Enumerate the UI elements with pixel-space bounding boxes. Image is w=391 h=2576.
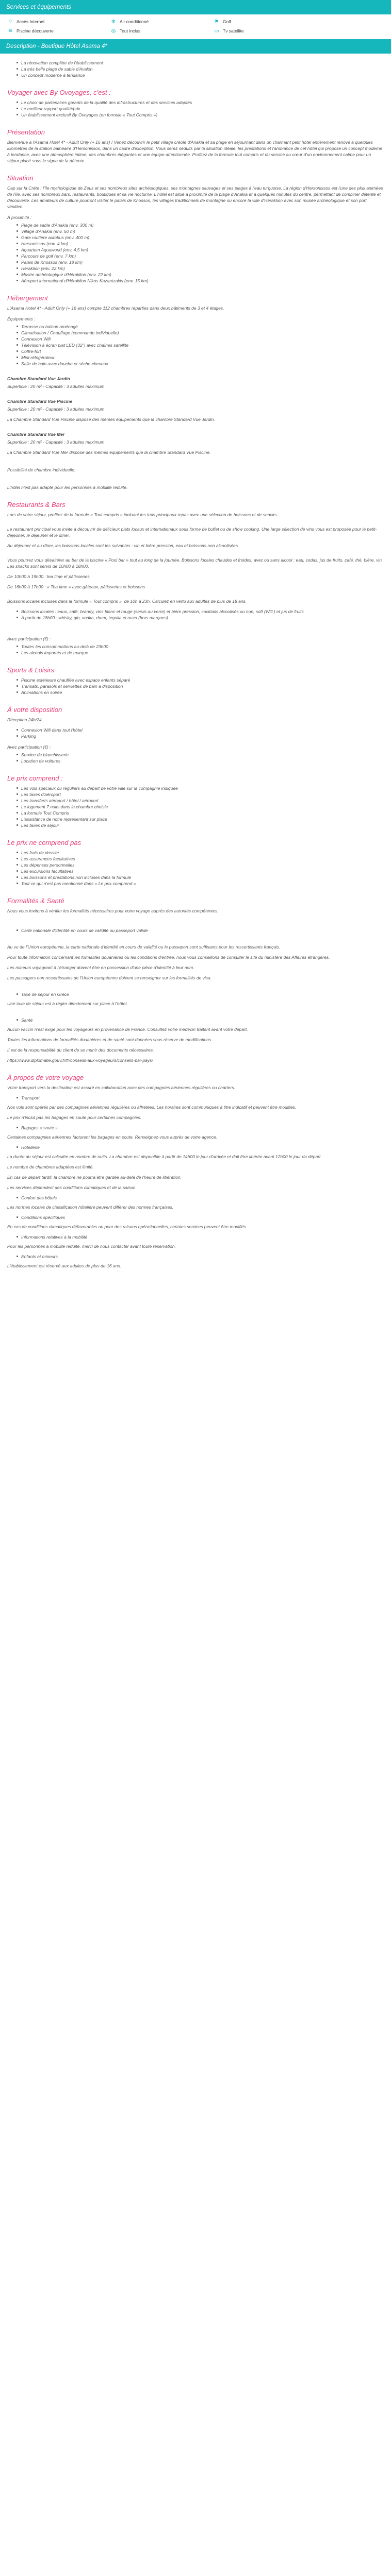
list-item: Hersonissos (env. 4 km): [17, 241, 384, 247]
situation-text: Cap sur la Crète : l'île mythologique de Zeus et ses nombreux sites archéologiques, ses montagnes sauvages et ses plages à l'eau turquoise. La région d'Hersonissos est l'une des plus animées de l'île, avec ses nombreux bars, restaurants, boutiques et sa vie nocturne. L'hôtel est situé à proximité de la plage d'Anakia et à quelques minutes du centre, permettant de combiner détente et découverte. Les amateurs de culture pourront visiter le palais de Knossos, les villages traditionnels de montagne ou encore la ville d'Héraklion avec son musée archéologique et son port vénitien.: [7, 185, 383, 209]
list-item: Aquarium Aquaworld (env. 4,5 km): [17, 247, 384, 253]
propos-text-8: Les services dépendent des conditions climatiques et de la saison.: [7, 1185, 137, 1190]
list-item: Le choix de partenaires garants de la qualité des infrastructures et des services adaptés: [17, 99, 384, 106]
voyager-heading: Voyager avec By Ovoyages, c'est :: [7, 89, 111, 96]
list-item: Les dépenses personnelles: [17, 862, 384, 868]
sports-heading: Sports & Loisirs: [7, 666, 55, 674]
propos-text-1: Votre transport vers la destination est assuré en collaboration avec des compagnies aériennes régulières ou charters.: [7, 1085, 235, 1090]
snowflake-icon: ✻: [111, 19, 116, 25]
propos-text-9: Les normes locales de classification hôtelière peuvent différer des normes françaises.: [7, 1205, 174, 1210]
list-item: Les assurances facultatives: [17, 856, 384, 862]
restaurants-extra-list: [17, 643, 384, 656]
propos-text-4: Certaines compagnies aériennes facturent les bagages en soute. Renseignez-vous auprès de votre agence.: [7, 1134, 218, 1140]
list-item: Les frais de dossier: [17, 850, 384, 856]
formalites-text-6: Une taxe de séjour est à régler directement sur place à l'hôtel.: [7, 1001, 128, 1006]
propos-list-7: [17, 1253, 384, 1260]
list-item: Parcours de golf (env. 7 km): [17, 253, 384, 259]
intro-list: [17, 60, 384, 78]
formalites-text-1: Nous vous invitons à vérifier les formalités nécessaires pour votre voyage auprès des autorités compétentes.: [7, 908, 219, 913]
disposition-paid-list: [17, 752, 384, 764]
formalites-text-8: Toutes les informations de formalités douanières et de santé sont données sous réserve de modifications.: [7, 1037, 213, 1042]
situation-heading: Situation: [7, 174, 34, 182]
list-item: Carte nationale d'identité en cours de validité ou passeport valide: [17, 927, 384, 934]
restaurants-extra-label: Avec participation (€) :: [7, 636, 51, 641]
features-panel: [0, 14, 391, 39]
list-item: Conditions spécifiques: [17, 1214, 384, 1221]
feature-item: [214, 28, 317, 34]
features-grid: [7, 19, 384, 34]
list-item: Climatisation / Chauffage (commande individuelle): [17, 330, 384, 336]
disposition-heading: À votre disposition: [7, 706, 62, 714]
propos-heading: À propos de votre voyage: [7, 1074, 84, 1081]
propos-list-5: [17, 1214, 384, 1221]
list-item: Coffre-fort: [17, 348, 384, 354]
feature-label: Golf: [223, 19, 231, 24]
disposition-paid-label: Avec participation (€) :: [7, 744, 51, 750]
list-item: Service de blanchisserie: [17, 752, 384, 758]
list-item: Boissons locales : eaux, café, brandy, vins blanc et rouge (servis au verre) et bière pression, cocktails alcoolisés ou non, soft (Will ) et jus de fruits.: [17, 608, 384, 615]
formalites-text-7: Aucun vaccin n'est exigé pour les voyageurs en provenance de France. Consultez votre médecin traitant avant votre départ.: [7, 1027, 248, 1032]
list-item: Toutes les consommations au-delà de 23h00: [17, 643, 384, 650]
list-item: Enfants et mineurs: [17, 1253, 384, 1260]
presentation-text: Bienvenue à l'Asama Hotel 4* - Adult Only (+ 16 ans) ! Venez découvrir le petit village créole d'Anakia et sa plage en séjournant dans un charmant petit hôtel entièrement rénové à quelques kilomètres de la station balnéaire d'Hersonissos, dans un cadre d'exception. Vous serez séduits par la situation idéale, les prestations et l'ambiance de cet hôtel qui propose un concept moderne à tendance, avec une atmosphère intime, des chambres élégantes et une équipe attentionnée. Profitez de la formule tout compris et du service au cœur d'un environnement calme pour un séjour placé sous le signe de la détente.: [7, 140, 383, 163]
tv-icon: ▭: [214, 28, 219, 34]
presentation-heading: Présentation: [7, 128, 45, 136]
drinks-list: [17, 608, 384, 621]
propos-list-2: [17, 1125, 384, 1131]
formalites-text-9: Il est de la responsabilité du client de se munir des documents nécessaires.: [7, 1047, 154, 1053]
propos-text-12: L'établissement est réservé aux adultes de plus de 16 ans.: [7, 1263, 121, 1268]
list-item: À partir de 18h00 : whisky, gin, vodka, rhum, tequila et ouzo (hors marques).: [17, 615, 384, 621]
list-item: Musée archéologique d'Héraklion (env. 22 km): [17, 272, 384, 278]
prix-comprend-list: [17, 785, 384, 828]
feature-label: Air conditionné: [120, 19, 149, 24]
list-item: Transport: [17, 1095, 384, 1101]
room-name: Chambre Standard Vue Piscine: [7, 399, 72, 404]
list-item: Informations relatives à la mobilité: [17, 1234, 384, 1240]
prix-ne-comprend-heading: Le prix ne comprend pas: [7, 839, 82, 846]
list-item: Animations en soirée: [17, 689, 384, 696]
prix-comprend-heading: Le prix comprend :: [7, 774, 63, 782]
list-item: Plage de sable d'Anakia (env. 300 m): [17, 222, 384, 228]
services-header-bar: [0, 0, 391, 14]
equipements-list: [17, 324, 384, 367]
restaurants-text-2: Le restaurant principal vous invite à découvrir de délicieux plats locaux et internationaux sous forme de buffet ou de show cooking. Une large sélection de vins vous est proposée pour le petit-déjeuner, le déjeuner et le dîner.: [7, 527, 377, 538]
propos-text-6: Le nombre de chambres adaptées est limité.: [7, 1164, 94, 1170]
restaurants-text-3: Au déjeuner et au dîner, les boissons locales sont les suivantes : vin et bière pression, eau et boissons non alcoolisées.: [7, 543, 239, 548]
list-item: Salle de bain avec douche et sèche-cheveux: [17, 361, 384, 367]
list-item: Les taxes d'aéroport: [17, 791, 384, 798]
list-item: Le logement 7 nuits dans la chambre choisie: [17, 804, 384, 810]
formalites-text-4: Les mineurs voyageant à l'étranger doivent être en possession d'une pièce d'identité à leur nom.: [7, 965, 194, 970]
room-size: Superficie : 20 m² - Capacité : 3 adultes maximum: [7, 406, 105, 412]
list-item: Télévision à écran plat LED (32") avec chaînes satellite: [17, 342, 384, 348]
list-item: Les alcools importés et de marque: [17, 650, 384, 656]
list-item: Le meilleur rapport qualité/prix: [17, 106, 384, 112]
list-item: Un concept moderne à tendance: [17, 72, 384, 78]
restaurants-text-5: Boissons locales incluses dans la formule « Tout compris », de 10h à 23h. Calculez en vertu aux adultes de plus de 18 ans.: [7, 599, 247, 604]
propos-list-3: [17, 1144, 384, 1150]
propos-text-7: En cas de départ tardif, la chambre ne pourra être gardée au-delà de l'heure de libération.: [7, 1175, 182, 1180]
restaurants-text-1: Lors de votre séjour, profitez de la formule « Tout compris » incluant les trois principaux repas avec une sélection de boissons et de snacks.: [7, 512, 278, 517]
restaurants-text-4: Vous pourrez vous désaltérer au bar de la piscine « Pool bar » tout au long de la journée. Boissons locales chaudes et froides, avec ou sans alcool : eau, sodas, jus de fruits, café, thé, bière, vin. Les snacks sont servis de 10h00 à 18h00.: [7, 557, 383, 569]
hours-line: De 10h00 à 19h00 : tea time et pâtisseries: [7, 574, 90, 579]
propos-list-6: [17, 1234, 384, 1240]
feature-item: [214, 19, 317, 25]
propos-list-4: [17, 1195, 384, 1201]
wifi-icon: ⌔: [8, 19, 13, 25]
list-item: Bagages « soute »: [17, 1125, 384, 1131]
list-item: Connexion Wifi: [17, 336, 384, 342]
formalites-text-2: Au vu de l'Union européenne, la carte nationale d'identité en cours de validité ou le passeport sont suffisants pour les ressortissants français.: [7, 944, 281, 950]
restaurant-hours: [7, 573, 384, 590]
formalites-heading: Formalités & Santé: [7, 897, 64, 905]
hours-line: De 16h00 à 17h00 : « Tea time » avec gâteaux, pâtisseries et boissons: [7, 584, 145, 589]
list-item: Hôtellerie: [17, 1144, 384, 1150]
prix-ne-comprend-list: [17, 850, 384, 887]
distances-label: À proximité :: [7, 215, 32, 220]
list-item: Les boissons et prestations non incluses dans la formule: [17, 874, 384, 880]
list-item: Un établissement exclusif By Ovoyages (en formule « Tout Compris »): [17, 112, 384, 118]
propos-list-1: [17, 1095, 384, 1101]
equipements-label: Équipements :: [7, 316, 36, 321]
propos-text-10: En cas de conditions climatiques défavorables ou pour des raisons opérationnelles, certains services peuvent être modifiés.: [7, 1224, 248, 1229]
room-name: Chambre Standard Vue Jardin: [7, 376, 70, 381]
list-item: Les taxes de séjour: [17, 822, 384, 828]
feature-label: Tout inclus: [120, 28, 141, 33]
description-header-bar: [0, 39, 391, 54]
formalites-link[interactable]: https://www.diplomatie.gouv.fr/fr/conseils-aux-voyageurs/conseils-par-pays/: [7, 1058, 153, 1063]
room-description: La Chambre Standard Vue Mer dispose des mêmes équipements que la chambre Standard Vue Piscine.: [7, 450, 211, 455]
hebergement-text: L'Asama Hotel 4* - Adult Only (+ 16 ans) compte 112 chambres réparties dans deux bâtiments de 3 et 4 étages.: [7, 306, 224, 311]
feature-item: [7, 19, 110, 25]
list-item: Village d'Anakia (env. 50 m): [17, 228, 384, 234]
list-item: Les transferts aéroport / hôtel / aéroport: [17, 798, 384, 804]
feature-item: [110, 19, 214, 25]
formalites-text-5: Les passagers non ressortissants de l'Union européenne doivent se renseigner sur les formalités de visa.: [7, 975, 212, 980]
room-description: La Chambre Standard Vue Piscine dispose des mêmes équipements que la chambre Standard Vue Jardin.: [7, 417, 215, 422]
disposition-list: [17, 727, 384, 739]
list-item: La rénovation complète de l'établissement: [17, 60, 384, 66]
room-size: Superficie : 20 m² - Capacité : 3 adultes maximum: [7, 439, 105, 445]
tennis-icon: ◎: [111, 28, 116, 34]
formalites-list-3: [17, 1017, 384, 1023]
propos-text-11: Pour les personnes à mobilité réduite, merci de nous contacter avant toute réservation.: [7, 1244, 176, 1249]
list-item: Gare routière autobus (env. 400 m): [17, 234, 384, 241]
hebergement-note-mobility: L'hôtel n'est pas adapté pour les personnes à mobilité réduite.: [7, 485, 128, 490]
hebergement-note-single: Possibilité de chambre individuelle.: [7, 467, 76, 472]
feature-item: [110, 28, 214, 34]
list-item: Confort des hôtels: [17, 1195, 384, 1201]
formalites-list: [17, 927, 384, 934]
list-item: Les vols spéciaux ou réguliers au départ de votre ville sur la compagnie indiquée: [17, 785, 384, 791]
room-size: Superficie : 20 m² - Capacité : 3 adultes maximum: [7, 384, 105, 389]
services-title: Services et équipements: [6, 4, 71, 10]
list-item: Tout ce qui n'est pas mentionné dans « Le prix comprend »: [17, 880, 384, 887]
voyager-list: [17, 99, 384, 118]
propos-text-3: Le prix n'inclut pas les bagages en soute pour certaines compagnies.: [7, 1115, 142, 1120]
list-item: Taxe de séjour en Grèce: [17, 991, 384, 997]
hebergement-heading: Hébergement: [7, 294, 48, 302]
room-name: Chambre Standard Vue Mer: [7, 432, 65, 437]
list-item: L'assistance de notre représentant sur place: [17, 816, 384, 822]
list-item: La formule Tout Compris: [17, 810, 384, 816]
feature-label: Tv satellite: [223, 28, 244, 33]
feature-label: Piscine découverte: [17, 28, 54, 33]
restaurants-heading: Restaurants & Bars: [7, 501, 66, 509]
list-item: Piscine extérieure chauffée avec espace enfants séparé: [17, 677, 384, 683]
list-item: Mini-réfrigérateur: [17, 354, 384, 361]
list-item: La très belle plage de sable d'Avalon: [17, 66, 384, 72]
list-item: Les excursions facultatives: [17, 868, 384, 874]
rooms-list: [7, 376, 384, 455]
propos-text-5: La durée du séjour est calculée en nombre de nuits. La chambre est disponible à partir de 14h00 le jour d'arrivée et doit être libérée avant 12h00 le jour du départ.: [7, 1154, 322, 1159]
disposition-text: Réception 24h/24: [7, 717, 42, 722]
list-item: Terrasse ou balcon aménagé: [17, 324, 384, 330]
list-item: Héraklion (env. 22 km): [17, 265, 384, 272]
golf-icon: ⚑: [214, 19, 219, 25]
list-item: Parking: [17, 733, 384, 739]
list-item: Santé: [17, 1017, 384, 1023]
distances-list: [17, 222, 384, 284]
feature-label: Accès Internet: [17, 19, 45, 24]
list-item: Transats, parasols et serviettes de bain à disposition: [17, 683, 384, 689]
propos-text-2: Nos vols sont opérés par des compagnies aériennes régulières ou affrétées. Les horaires sont communiqués à titre indicatif et peuvent être modifiés.: [7, 1105, 297, 1110]
sports-list: [17, 677, 384, 696]
list-item: Palais de Knossos (env. 18 km): [17, 259, 384, 265]
list-item: Aéroport international d'Héraklion Nikos Kazantzakis (env. 15 km): [17, 278, 384, 284]
list-item: Location de voitures: [17, 758, 384, 764]
description-title: Description - Boutique Hôtel Asama 4*: [6, 43, 107, 49]
pool-icon: ≋: [8, 28, 13, 34]
formalites-text-3: Pour toute information concernant les formalités douanières ou les conditions d'entrée, nous vous conseillons de consulter le site du ministère des Affaires étrangères.: [7, 955, 330, 960]
formalites-list-2: [17, 991, 384, 997]
feature-item: [7, 28, 110, 34]
description-content: [0, 54, 391, 1282]
list-item: Connexion Wifi dans tout l'hôtel: [17, 727, 384, 733]
